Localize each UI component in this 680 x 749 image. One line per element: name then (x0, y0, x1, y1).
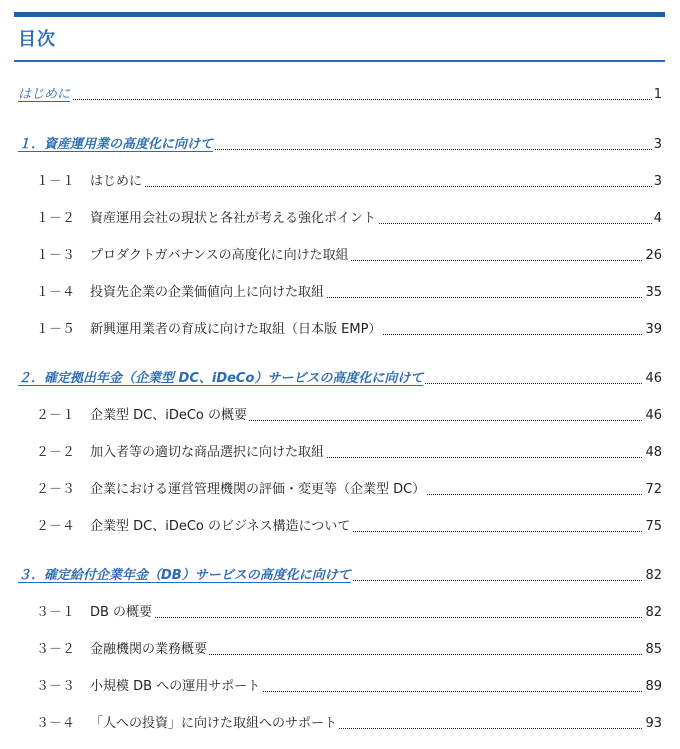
toc-section-label[interactable]: 資産運用会社の現状と各社が考える強化ポイント (90, 207, 378, 226)
toc-section-number: ３－１ (36, 605, 76, 620)
toc-page-number: 1 (653, 87, 662, 102)
toc-section-label[interactable]: 企業における運営管理機関の評価・変更等（企業型 DC） (90, 478, 427, 497)
toc-page-number: 85 (645, 642, 662, 657)
toc-section-label[interactable]: 加入者等の適切な商品選択に向けた取組 (90, 441, 326, 460)
title-underline (14, 60, 665, 62)
toc-section-label[interactable]: プロダクトガバナンスの高度化に向けた取組 (90, 244, 351, 263)
toc-page-number: 82 (645, 605, 662, 620)
toc-section-2-3[interactable] (0, 477, 680, 499)
toc-section-label[interactable]: 金融機関の業務概要 (90, 638, 209, 657)
toc-section-label[interactable]: 投資先企業の企業価値向上に向けた取組 (90, 281, 326, 300)
toc-section-label[interactable]: 企業型 DC、iDeCo のビジネス構造について (90, 515, 352, 534)
toc-chapter-2[interactable] (0, 366, 680, 388)
toc-section-number: １－２ (36, 211, 76, 226)
toc-section-number: ３－４ (36, 716, 76, 731)
toc-page-number: 48 (645, 445, 662, 460)
toc-section-label[interactable]: 企業型 DC、iDeCo の概要 (90, 404, 249, 423)
toc-page-number: 3 (653, 174, 662, 189)
dot-leader (90, 617, 660, 618)
toc-page-number: 75 (645, 519, 662, 534)
toc-page-number: 26 (645, 248, 662, 263)
toc-section-number: １－３ (36, 248, 76, 263)
toc-section-3-1[interactable] (0, 600, 680, 622)
toc-page-number: 93 (645, 716, 662, 731)
toc-section-label[interactable]: 新興運用業者の育成に向けた取組（日本版 EMP） (90, 318, 383, 337)
toc-section-label[interactable]: 小規模 DB への運用サポート (90, 675, 262, 694)
toc-page-number: 46 (645, 371, 662, 386)
toc-section-number: ２－２ (36, 445, 76, 460)
toc-page-number: 82 (645, 568, 662, 583)
toc-section-1-3[interactable] (0, 243, 680, 265)
toc-section-1-1[interactable] (0, 169, 680, 191)
toc-section-number: １－５ (36, 322, 76, 337)
toc-section-number: １－４ (36, 285, 76, 300)
toc-section-label[interactable]: はじめに (90, 170, 144, 189)
page-title: 目次 (18, 29, 56, 50)
toc-page-number: 35 (645, 285, 662, 300)
toc-entry-label[interactable]: はじめに (18, 83, 72, 102)
toc-section-number: ３－３ (36, 679, 76, 694)
toc-section-1-4[interactable] (0, 280, 680, 302)
toc-chapter-label[interactable]: ３．確定給付企業年金（DB）サービスの高度化に向けて (18, 564, 353, 583)
toc-section-number: ２－４ (36, 519, 76, 534)
toc-section-2-4[interactable] (0, 514, 680, 536)
toc-page-number: 3 (653, 137, 662, 152)
toc-page-number: 72 (645, 482, 662, 497)
toc-chapter-label[interactable]: ２．確定拠出年金（企業型 DC、iDeCo）サービスの高度化に向けて (18, 367, 425, 386)
dot-leader (90, 186, 660, 187)
top-accent-bar (14, 12, 665, 17)
toc-section-1-2[interactable] (0, 206, 680, 228)
toc-chapter-1[interactable] (0, 132, 680, 154)
toc-section-number: ３－２ (36, 642, 76, 657)
toc-section-2-2[interactable] (0, 440, 680, 462)
dot-leader (18, 99, 660, 100)
toc-page-number: 46 (645, 408, 662, 423)
toc-section-1-5[interactable] (0, 317, 680, 339)
toc-section-3-2[interactable] (0, 637, 680, 659)
toc-page-number: 89 (645, 679, 662, 694)
toc-chapter-label[interactable]: １．資産運用業の高度化に向けて (18, 133, 215, 152)
toc-section-label[interactable]: 「人への投資」に向けた取組へのサポート (90, 712, 339, 731)
toc-chapter-3[interactable] (0, 563, 680, 585)
toc-section-3-4[interactable] (0, 711, 680, 733)
toc-page-number: 4 (653, 211, 662, 226)
toc-entry-intro[interactable] (0, 82, 680, 104)
toc-section-label[interactable]: DB の概要 (90, 601, 154, 620)
toc-section-number: １－１ (36, 174, 76, 189)
toc-section-2-1[interactable] (0, 403, 680, 425)
toc-page-number: 39 (645, 322, 662, 337)
toc-section-number: ２－３ (36, 482, 76, 497)
toc-section-3-3[interactable] (0, 674, 680, 696)
toc-section-number: ２－１ (36, 408, 76, 423)
